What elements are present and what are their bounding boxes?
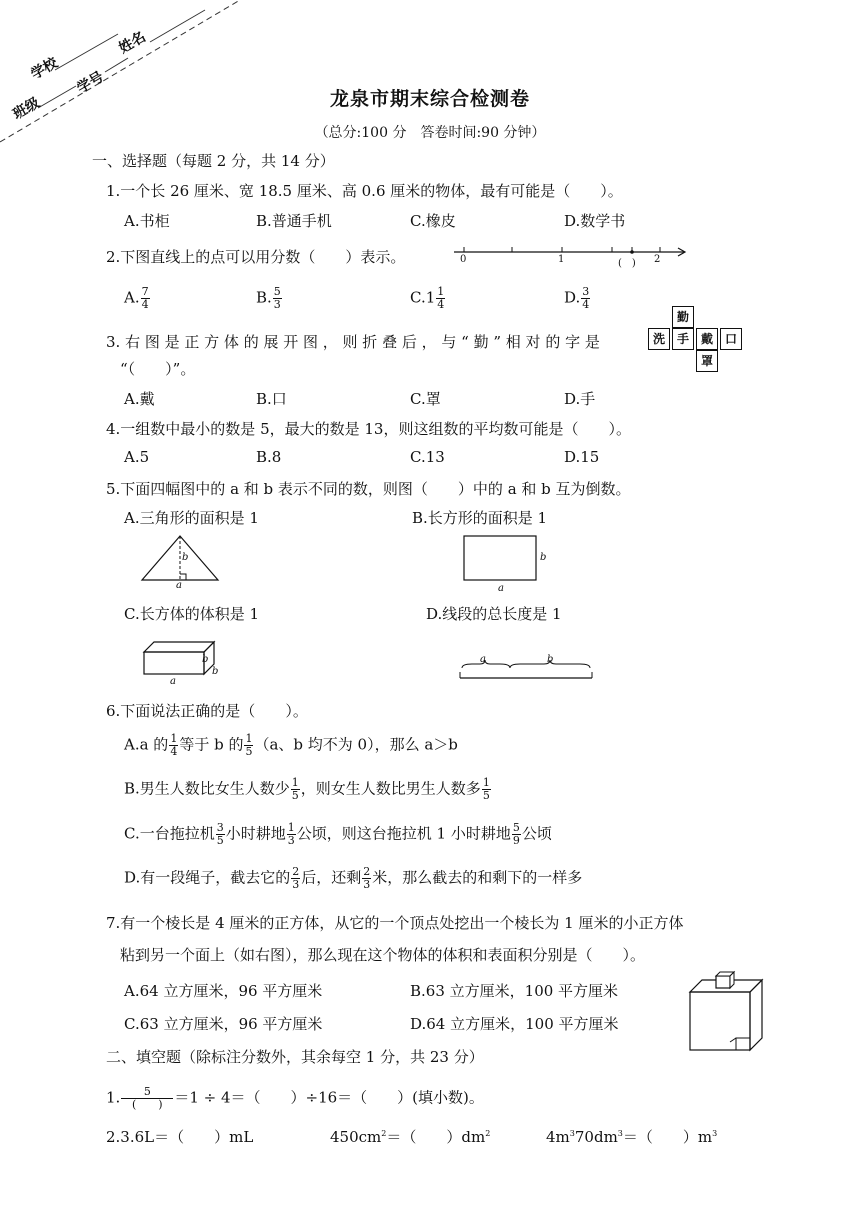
number-label: 学号	[74, 68, 107, 97]
rectangle-label-a: a	[498, 583, 504, 594]
q1-option-d[interactable]: D.数学书	[564, 212, 626, 230]
question-1: 1.一个长 26 厘米、宽 18.5 厘米、高 0.6 厘米的物体，最有可能是（ ）。	[106, 182, 623, 200]
triangle-label-b: b	[182, 552, 189, 563]
q5-option-b[interactable]: B.长方形的面积是 1	[412, 509, 548, 527]
page-subtitle: （总分:100 分 答卷时间:90 分钟）	[314, 125, 546, 141]
q6-option-d[interactable]: D.有一段绳子，截去它的 $\frac{2}{3}$ 后，还剩 $\frac{2}{3}$ 米，那么截去的和剩下的一样多	[124, 865, 583, 891]
net-cell-shou: 手	[672, 328, 694, 350]
q3-option-c[interactable]: C.罩	[410, 390, 441, 408]
question-5: 5.下面四幅图中的 a 和 b 表示不同的数，则图（ ）中的 a 和 b 互为倒数。	[106, 480, 631, 498]
fill-question-2c: $4m^370dm^3=$（ ）$m^3$	[546, 1128, 718, 1146]
page-title: 龙泉市期末综合检测卷	[329, 88, 530, 110]
q5-option-a[interactable]: A.三角形的面积是 1	[124, 509, 259, 527]
q2-option-b[interactable]: B. $\frac{5}{3}$	[256, 285, 281, 311]
class-label: 班级	[10, 94, 43, 123]
question-7: 7.有一个棱长是 4 厘米的正方体，从它的一个顶点处挖出一个棱长为 1 厘米的小正方体	[106, 914, 684, 932]
school-label: 学校	[28, 54, 61, 83]
q2-option-a[interactable]: A. $\frac{7}{4}$	[124, 285, 149, 311]
numberline-tick-2: 2	[654, 254, 661, 265]
section-heading: 一、选择题（每题 2 分，共 14 分）	[92, 152, 335, 170]
q3-option-a[interactable]: A.戴	[124, 390, 155, 408]
q4-option-a[interactable]: A.5	[124, 448, 150, 466]
numberline-tick-1: 1	[558, 254, 565, 265]
fill-question-2a: 2.3.6L＝（ ）mL	[106, 1128, 254, 1146]
q1-option-c[interactable]: C.橡皮	[410, 212, 456, 230]
q3-option-b[interactable]: B.口	[256, 390, 287, 408]
fill-question-1: 1. $\frac{5}{( )}$ ＝1 ÷ 4＝（ ）÷16＝（ ）(填小数)。	[106, 1085, 484, 1111]
triangle-label-a: a	[176, 580, 182, 591]
question-7-line2: 粘到另一个面上（如右图），那么现在这个物体的体积和表面积分别是（ ）。	[120, 946, 646, 964]
q4-option-b[interactable]: B.8	[256, 448, 282, 466]
net-cell-xi: 洗	[648, 328, 670, 350]
cuboid-label-a: a	[170, 676, 176, 687]
question-4: 4.一组数中最小的数是 5，最大的数是 13，则这组数的平均数可能是（ ）。	[106, 420, 631, 438]
rectangle-label-b: b	[540, 552, 547, 563]
net-cell-dai: 戴	[696, 328, 718, 350]
cube-figure	[686, 970, 768, 1056]
question-6: 6.下面说法正确的是（ ）。	[106, 702, 308, 720]
numberline-tick-0: 0	[460, 254, 467, 265]
question-3: 3. 右 图 是 正 方 体 的 展 开 图 ， 则 折 叠 后 ， 与 “ 勤 ” 相 对 的 字 是	[106, 333, 600, 351]
net-cell-kou: 口	[720, 328, 742, 350]
q7-option-d[interactable]: D.64 立方厘米，100 平方厘米	[410, 1015, 619, 1033]
q7-option-a[interactable]: A.64 立方厘米，96 平方厘米	[124, 982, 323, 1000]
q2-option-c[interactable]: C.1 $\frac{1}{4}$	[410, 285, 445, 311]
fill-question-2b: $450cm^2=$（ ）$dm^2$	[330, 1128, 491, 1146]
segment-label-a: a	[480, 654, 486, 665]
segment-label-b: b	[547, 654, 554, 665]
q3-option-d[interactable]: D.手	[564, 390, 596, 408]
q7-option-b[interactable]: B.63 立方厘米，100 平方厘米	[410, 982, 619, 1000]
q6-option-c[interactable]: C.一台拖拉机 $\frac{3}{5}$ 小时耕地 $\frac{1}{3}$ 公顷，则这台拖拉机 1 小时耕地 $\frac{5}{9}$ 公顷	[124, 821, 552, 847]
segment-figure	[458, 654, 594, 684]
question-2: 2.下图直线上的点可以用分数（ ）表示。	[106, 248, 406, 266]
question-3-blank: “（ ）”。	[120, 360, 196, 378]
q5-option-d[interactable]: D.线段的总长度是 1	[426, 605, 562, 623]
q7-option-c[interactable]: C.63 立方厘米，96 平方厘米	[124, 1015, 323, 1033]
name-label: 姓名	[116, 28, 149, 57]
q6-option-b[interactable]: B.男生人数比女生人数少 $\frac{1}{5}$ ，则女生人数比男生人数多 $\frac{1}{5}$	[124, 776, 490, 802]
q4-option-d[interactable]: D.15	[564, 448, 600, 466]
net-cell-zhao: 罩	[696, 350, 718, 372]
q1-option-b[interactable]: B.普通手机	[256, 212, 332, 230]
rectangle-figure	[462, 534, 538, 584]
q1-option-a[interactable]: A.书柜	[124, 212, 170, 230]
q2-option-d[interactable]: D. $\frac{3}{4}$	[564, 285, 590, 311]
numberline-blank: ( )	[618, 258, 636, 269]
cuboid-label-b2: b	[212, 666, 219, 677]
q6-option-a[interactable]: A.a 的 $\frac{1}{4}$ 等于 b 的 $\frac{1}{5}$ （a、b 均不为 0），那么 a＞b	[124, 732, 458, 758]
q4-option-c[interactable]: C.13	[410, 448, 445, 466]
q5-option-c[interactable]: C.长方体的体积是 1	[124, 605, 260, 623]
section-heading-2: 二、填空题（除标注分数外，其余每空 1 分，共 23 分）	[106, 1048, 484, 1066]
cuboid-label-b1: b	[202, 654, 209, 665]
net-cell-qin: 勤	[672, 306, 694, 328]
